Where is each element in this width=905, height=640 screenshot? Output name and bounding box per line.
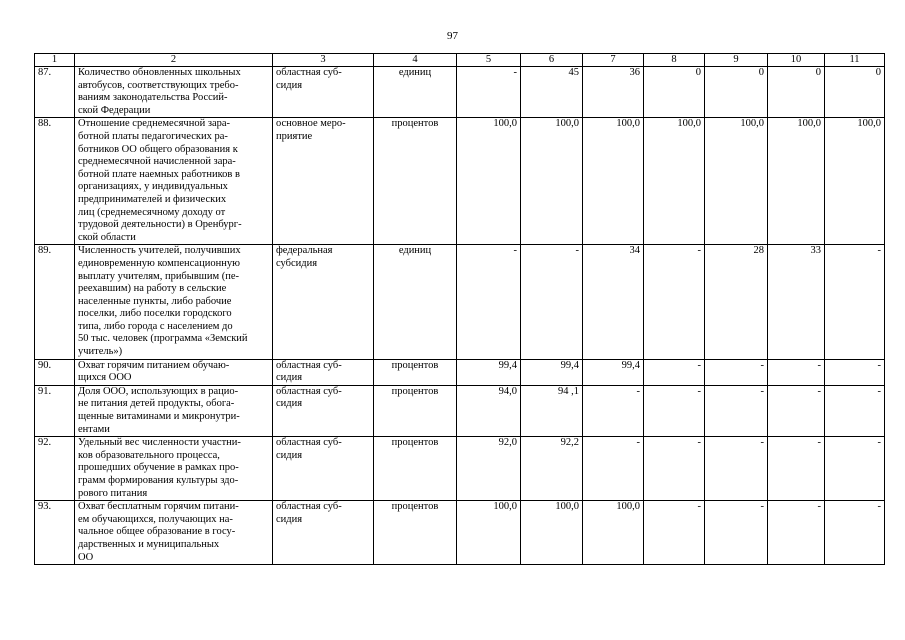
column-header: 11 xyxy=(825,54,885,67)
value-cell: 100,0 xyxy=(521,501,583,565)
value-cell: 94,0 xyxy=(457,385,521,436)
column-header: 1 xyxy=(35,54,75,67)
funding-source-line: областная суб- xyxy=(276,501,342,513)
indicator-name-line: Охват бесплатным горячим питани- xyxy=(78,501,239,513)
indicator-name xyxy=(75,67,273,118)
value-cell: - xyxy=(521,245,583,359)
column-header: 4 xyxy=(374,54,457,67)
value-cell: - xyxy=(457,67,521,118)
indicator-name-line: Удельный вес численности участни- xyxy=(78,437,241,449)
indicator-name-line: ОО xyxy=(78,551,94,563)
indicator-name-line: ков образовательного процесса, xyxy=(78,449,220,461)
indicator-name xyxy=(75,501,273,565)
unit-of-measure: процентов xyxy=(374,118,457,245)
value-cell: - xyxy=(583,385,644,436)
value-cell: - xyxy=(644,359,705,385)
funding-source-line: основное меро- xyxy=(276,118,346,130)
funding-source-line: сидия xyxy=(276,398,303,410)
row-number: 87. xyxy=(35,67,75,118)
indicator-name-line: лиц (среднемесячному доходу от xyxy=(78,206,226,218)
value-cell: 99,4 xyxy=(583,359,644,385)
indicator-name-line: выплату учителям, прибывшим (пе- xyxy=(78,270,240,282)
unit-of-measure: единиц xyxy=(374,245,457,359)
value-cell: - xyxy=(825,245,885,359)
value-cell: 100,0 xyxy=(705,118,768,245)
table-row xyxy=(35,385,885,436)
indicator-name-line: среднемесячной начисленной зара- xyxy=(78,156,236,168)
value-cell: 92,2 xyxy=(521,437,583,501)
indicator-name-line: Отношение среднемесячной зара- xyxy=(78,118,231,130)
column-header: 9 xyxy=(705,54,768,67)
column-header: 5 xyxy=(457,54,521,67)
value-cell: - xyxy=(644,501,705,565)
table-row xyxy=(35,501,885,565)
indicator-name-line: ваниям законодательства Россий- xyxy=(78,92,228,104)
value-cell: - xyxy=(644,437,705,501)
column-header: 10 xyxy=(768,54,825,67)
value-cell: 100,0 xyxy=(583,118,644,245)
funding-source-line: областная суб- xyxy=(276,437,342,449)
table-row xyxy=(35,359,885,385)
table-body xyxy=(35,67,885,565)
value-cell: 92,0 xyxy=(457,437,521,501)
indicator-name-line: типа, либо города с населением до xyxy=(78,320,233,332)
value-cell: - xyxy=(768,385,825,436)
value-cell: 34 xyxy=(583,245,644,359)
indicator-name-line: ботников ОО общего образования к xyxy=(78,143,238,155)
row-number: 88. xyxy=(35,118,75,245)
indicator-name-line: учитель») xyxy=(78,346,123,358)
indicator-name-line: предпринимателей и физических xyxy=(78,193,227,205)
indicator-name-line: чальное общее образование в госу- xyxy=(78,526,236,538)
indicator-name xyxy=(75,385,273,436)
indicator-name-line: автобусов, соответствующих требо- xyxy=(78,79,239,91)
indicator-name-line: грамм формирования культуры здо- xyxy=(78,475,239,486)
indicator-name xyxy=(75,245,273,359)
indicator-name-line: поселки, либо поселки городского xyxy=(78,308,232,320)
value-cell: 28 xyxy=(705,245,768,359)
value-cell: 100,0 xyxy=(583,501,644,565)
value-cell: 99,4 xyxy=(521,359,583,385)
indicator-name xyxy=(75,359,273,385)
indicator-name-line: ботной платы педагогических ра- xyxy=(78,130,228,142)
value-cell: - xyxy=(825,359,885,385)
value-cell: - xyxy=(705,501,768,565)
column-header: 7 xyxy=(583,54,644,67)
value-cell: - xyxy=(644,385,705,436)
indicator-name-line: единовременную компенсационную xyxy=(78,257,240,269)
indicator-name xyxy=(75,118,273,245)
funding-source xyxy=(273,501,374,565)
value-cell: - xyxy=(705,437,768,501)
funding-source-line: сидия xyxy=(276,79,303,91)
value-cell: 100,0 xyxy=(521,118,583,245)
value-cell: - xyxy=(644,245,705,359)
value-cell: 0 xyxy=(644,67,705,118)
value-cell: 0 xyxy=(768,67,825,118)
header-row xyxy=(35,54,885,67)
indicator-name-line: населенные пункты, либо рабочие xyxy=(78,295,232,307)
value-cell: 33 xyxy=(768,245,825,359)
unit-of-measure: единиц xyxy=(374,67,457,118)
indicator-name-line: Доля ООО, использующих в рацио- xyxy=(78,385,239,397)
indicator-name-line: рового питания xyxy=(78,487,148,499)
value-cell: 100,0 xyxy=(768,118,825,245)
value-cell: - xyxy=(825,385,885,436)
value-cell: 100,0 xyxy=(644,118,705,245)
unit-of-measure: процентов xyxy=(374,437,457,501)
value-cell: - xyxy=(768,359,825,385)
funding-source-line: сидия xyxy=(276,372,303,384)
indicator-name xyxy=(75,437,273,501)
indicator-name-line: ем обучающихся, получающих на- xyxy=(78,513,233,525)
funding-source-line: областная суб- xyxy=(276,359,342,371)
funding-source-line: областная суб- xyxy=(276,385,342,397)
value-cell: - xyxy=(825,501,885,565)
row-number: 93. xyxy=(35,501,75,565)
value-cell: 36 xyxy=(583,67,644,118)
funding-source-line: сидия xyxy=(276,513,303,525)
unit-of-measure: процентов xyxy=(374,385,457,436)
value-cell: 99,4 xyxy=(457,359,521,385)
value-cell: - xyxy=(825,437,885,501)
value-cell: - xyxy=(705,359,768,385)
column-header: 6 xyxy=(521,54,583,67)
indicator-name-line: организациях, у индивидуальных xyxy=(78,181,228,193)
value-cell: - xyxy=(768,501,825,565)
funding-source-line: приятие xyxy=(276,130,313,142)
column-header: 8 xyxy=(644,54,705,67)
indicator-name-line: щихся ООО xyxy=(78,372,132,384)
indicator-name-line: реехавшим) на работу в сельские xyxy=(78,283,227,295)
indicator-name-line: ской области xyxy=(78,231,136,243)
funding-source-line: областная суб- xyxy=(276,67,342,78)
funding-source xyxy=(273,118,374,245)
row-number: 91. xyxy=(35,385,75,436)
value-cell: 100,0 xyxy=(825,118,885,245)
value-cell: 0 xyxy=(825,67,885,118)
indicator-name-line: 50 тыс. человек (программа «Земский xyxy=(78,333,248,345)
indicator-name-line: ской Федерации xyxy=(78,104,151,116)
unit-of-measure: процентов xyxy=(374,501,457,565)
indicator-name-line: Количество обновленных школьных xyxy=(78,67,241,78)
table-row xyxy=(35,245,885,359)
funding-source-line: федеральная xyxy=(276,245,333,257)
row-number: 90. xyxy=(35,359,75,385)
row-number: 89. xyxy=(35,245,75,359)
funding-source xyxy=(273,385,374,436)
funding-source xyxy=(273,67,374,118)
funding-source-line: сидия xyxy=(276,449,303,461)
page-number: 97 xyxy=(447,30,458,42)
indicator-name-line: прошедших обучение в рамках про- xyxy=(78,462,239,474)
indicator-name-line: ботной плате наемных работников в xyxy=(78,168,240,180)
unit-of-measure: процентов xyxy=(374,359,457,385)
indicator-name-line: дарственных и муниципальных xyxy=(78,538,220,550)
indicator-name-line: щенные витаминами и микронутри- xyxy=(78,411,240,423)
funding-source xyxy=(273,245,374,359)
value-cell: 45 xyxy=(521,67,583,118)
funding-source-line: субсидия xyxy=(276,257,318,269)
table-row xyxy=(35,437,885,501)
value-cell: - xyxy=(583,437,644,501)
indicator-name-line: Охват горячим питанием обучаю- xyxy=(78,359,230,371)
column-header: 2 xyxy=(75,54,273,67)
table-row xyxy=(35,67,885,118)
column-header: 3 xyxy=(273,54,374,67)
funding-source xyxy=(273,437,374,501)
indicator-name-line: ентами xyxy=(78,423,110,435)
indicator-name-line: Численность учителей, получивших xyxy=(78,245,241,257)
value-cell: - xyxy=(457,245,521,359)
indicator-name-line: не питания детей продукты, обога- xyxy=(78,398,235,410)
row-number: 92. xyxy=(35,437,75,501)
funding-source xyxy=(273,359,374,385)
value-cell: - xyxy=(768,437,825,501)
value-cell: - xyxy=(705,385,768,436)
table-row xyxy=(35,118,885,245)
value-cell: 94 ,1 xyxy=(521,385,583,436)
value-cell: 0 xyxy=(705,67,768,118)
value-cell: 100,0 xyxy=(457,118,521,245)
indicators-table xyxy=(34,53,885,565)
indicator-name-line: трудовой деятельности) в Оренбург- xyxy=(78,219,242,231)
value-cell: 100,0 xyxy=(457,501,521,565)
